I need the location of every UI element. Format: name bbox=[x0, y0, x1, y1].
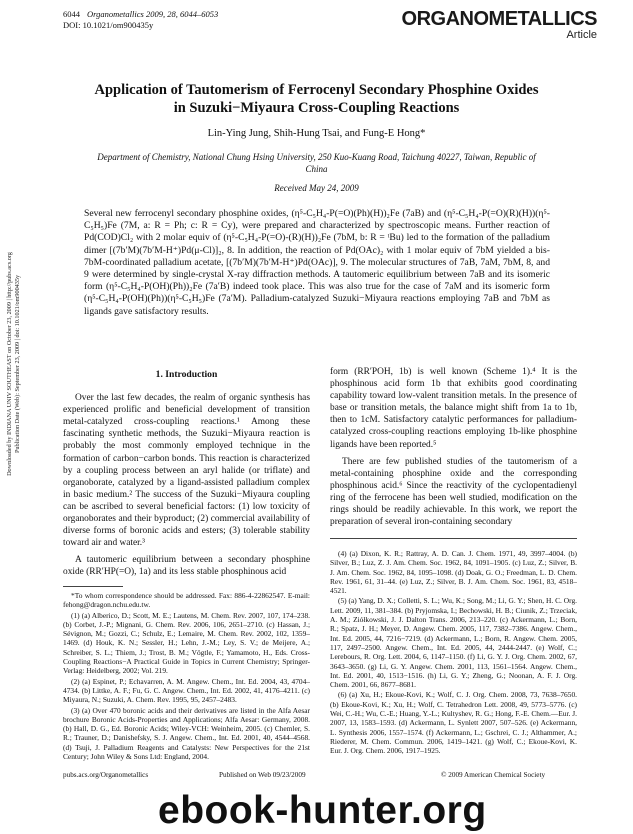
footnote: (4) (a) Dixon, K. R.; Rattray, A. D. Can. J. Chem. 1971, 49, 3997–4004. (b) Silver, B.; Luz, Z. J. Am. Chem. Soc. 1962, 84, 1091–1905. (c) Luz, Z.; Silver, B. J. Am. Chem. Soc. 1962, 84, 1095–1098. (d) Doak, G. O.; Freedman, L. D. Chem. Rev. 1961, 61, 31–44. (e) Luz, Z.; Silver, B. J. Am. Chem. Soc. 1961, 83, 4518–4521. bbox=[330, 549, 577, 596]
watermark-logo bbox=[158, 787, 633, 834]
footer-publication-date: Published on Web 09/23/2009 bbox=[219, 771, 306, 779]
footnote: (6) (a) Xu, H.; Ekoue-Kovi, K.; Wolf, C. J. Org. Chem. 2008, 73, 7638–7650. (b) Ekoue-Kovi, K.; Xu, H.; Wolf, C. Tetrahedron Lett. 2008, 49, 5773–5776. (c) Wei, C.-H.; Wu, C.-E.; Huang, Y.-L.; Kultyshev, R. G.; Hong, F.-E. Chem.—Eur. J. 2007, 13, 1583–1593. (d) Ackermann, L. Synlett 2007, 507–526. (e) Ackermann, L. Synthesis 2006, 1557–1574. (f) Ackermann, L.; Gschrei, C. J.; Althammer, A.; Riederer, M. Chem. Commun. 2006, 1419–1421. (g) Wolf, C.; Ekoue-Kovi, K. Eur. J. Org. Chem. 2006, 1917–1925. bbox=[330, 690, 577, 756]
article-type-label: Article bbox=[566, 29, 597, 41]
paragraph: A tautomeric equilibrium between a secondary phosphine oxide (RR′HP(=O), 1a) and its less stable phosphinous acid bbox=[63, 555, 310, 578]
footnote bbox=[63, 706, 310, 762]
footnote-divider bbox=[63, 586, 123, 587]
journal-citation: Organometallics 2009, 28, 6044–6053 bbox=[87, 9, 219, 19]
paragraph: form (RR′POH, 1b) is well known (Scheme 1).⁴ It is the phosphinous acid form 1b that exhibits good coordinating capability toward low-valent transition metals. In the presence of base or transition metals, the balance might shift from 1a to 1b, then to 1cM. Satisfactory catalytic performances for palladium-catalyzed cross-coupling reactions employing 1b-like phosphine ligands have been reported.⁵ bbox=[330, 367, 577, 450]
footnote: (2) (a) Espinet, P.; Echavarren, A. M. Angew. Chem., Int. Ed. 2004, 43, 4704–4734. (b) Littke, A. F.; Fu, G. C. Angew. Chem., Int. Ed. 2002, 41, 4176–4211. (c) Miyaura, N.; Suzuki, A. Chem. Rev. 1995, 95, 2457–2483. bbox=[63, 676, 310, 705]
section-heading: 1. Introduction bbox=[155, 369, 218, 380]
footnote: *To whom correspondence should be addressed. Fax: 886-4-22862547. E-mail: fehong@dragon.nchu.edu.tw. bbox=[63, 591, 310, 610]
article-title: Application of Tautomerism of Ferrocenyl Secondary Phosphine Oxides in Suzuki−Miyaura Cross-Coupling Reactions bbox=[94, 82, 539, 116]
left-column bbox=[63, 369, 310, 584]
footnote-divider bbox=[330, 538, 577, 539]
left-footnotes bbox=[63, 591, 310, 762]
received-date: Received May 24, 2009 bbox=[274, 183, 359, 193]
download-stamp-line2: Publication Date (Web): September 23, 2009 | doi: 10.1021/om900435y bbox=[14, 274, 21, 454]
journal-logo-text: ORGANOMETALLICS bbox=[401, 8, 597, 30]
download-stamp-line1: Downloaded by INDIANA UNIV SOUTHEAST on October 23, 2009 | http://pubs.acs.org bbox=[6, 252, 13, 476]
download-stamp bbox=[6, 169, 22, 559]
footnote: (1) (a) Alberico, D.; Scott, M. E.; Lautens, M. Chem. Rev. 2007, 107, 174–238. (b) Corbet, J.-P.; Mignani, G. Chem. Rev. 2006, 106, 2651–2710. (c) Hassan, J.; Sévignon, M.; Gozzi, C.; Schulz, E.; Lemaire, M. Chem. Rev. 2002, 102, 1359–1469. (d) Houk, K. N.; Sessler, H.; Lehn, J.-M.; Ley, S. V.; de Meijere, A.; Schreiber, S. L.; Thiem, J.; Trost, B. M.; Vögtle, F.; Yamamoto, H., Eds. Cross-Coupling Reactions−A Practical Guide in Topics in Current Chemistry; Springer-Verlag: Heidelberg, 2002; Vol. 219. bbox=[63, 610, 310, 676]
footnote: (5) (a) Yang, D. X.; Colletti, S. L.; Wu, K.; Song, M.; Li, G. Y.; Shen, H. C. Org. Lett. 2009, 11, 381–384. (b) Pryjomska, I.; Bechowski, H. B.; Ciunik, Z.; Trzeciak, A. M.; Ziółkowski, J. J. Dalton Trans. 2006, 213–220. (c) Ackermann, L.; Born, R.; Spatz, J. H.; Meyer, D. Angew. Chem. 2005, 117, 7382–7386. Angew. Chem., Int. Ed. 2005, 44, 7216−7219. (d) Ackermann, L.; Born, R. Angew. Chem. 2005, 117, 2497–2500. Angew. Chem., Int. Ed. 2005, 44, 2444-2447. (e) Wolf, C.; Lerebours, R. Org. Lett. 2004, 6, 1147–1150. (f) Li, G. Y. J. Org. Chem. 2002, 67, 3643–3650. (g) Li, G. Y. Angew. Chem. 2001, 113, 1561–1564. Angew. Chem., Int. Ed. 2001, 40, 1513−1516. (h) Li, G. Y.; Zheng, G.; Noonan, A. F. J. Org. Chem. 2001, 66, 8677–8681. bbox=[330, 596, 577, 690]
doi: DOI: 10.1021/om900435y bbox=[63, 20, 154, 30]
page-number: 6044 bbox=[63, 9, 80, 19]
affiliation: Department of Chemistry, National Chung Hsing University, 250 Kuo-Kuang Road, Taichung 40227, Taiwan, Republic of China bbox=[97, 152, 536, 174]
paragraph: There are few published studies of the tautomerism of a metal-containing phosphine oxide and the corresponding phosphinous acid.⁶ Since the reactivity of the cyclopentadienyl ring of the ferrocene has been well studied, modification on the rings should be readily achievable. In this work, we report the preparation of several iron-containing secondary bbox=[330, 456, 577, 528]
watermark-text: ebook-hunter.org bbox=[158, 789, 487, 832]
authors: Lin-Ying Jung, Shih-Hung Tsai, and Fung-E Hong* bbox=[207, 128, 426, 139]
running-header bbox=[63, 9, 323, 31]
paragraph: Over the last few decades, the realm of organic synthesis has experienced prolific and beneficial development of transition metal-catalyzed cross-coupling reactions.¹ Among these fascinating synthetic methods, the Suzuki−Miyaura reaction is probably the most commonly employed technique in the formation of carbon−carbon bonds. This reaction is characterized by a coupling process between an aryl halide (or triflate) and organoborate, catalyzed by a ligand-assisted palladium complex in basic medium.² The success of the Suzuki−Miyaura coupling can be ascribed to several beneficial factors: (1) low toxicity of organoborates and their byproduct; (2) commercial availability of diverse forms of boronic acids and esters; (3) tolerable stability toward air and water.³ bbox=[63, 393, 310, 549]
journal-logo bbox=[402, 10, 597, 41]
footnote-text: (3) (a) Over 470 boronic acids and their derivatives are listed in the Alfa Aesar brochure Boronic Acids-Properties and Applications; Alfa Aesar: Germany, 2008. (b) Hall, D. G., Ed. Boronic Acids; Wiley-VCH: Weinheim, 2005. (c) Chemler, S. R.; Trauner, D.; Danishefsky, S. J. Angew. Chem., Int. Ed. 2001, 40, 4544–4568. (d) Tsuji, J. Palladium Reagents and Catalysts: New Perspectives for the 21st Century; John Wiley & Sons Ltd: England, 2004. bbox=[63, 705, 310, 762]
footer-copyright: © 2009 American Chemical Society bbox=[441, 771, 546, 779]
right-footnotes bbox=[330, 549, 577, 757]
right-column bbox=[330, 366, 577, 533]
footer-journal-url[interactable]: pubs.acs.org/Organometallics bbox=[63, 771, 149, 779]
abstract: Several new ferrocenyl secondary phosphine oxides, (η⁵-C₅H₄-P(=O)(Ph)(H))₂Fe (7aB) and (η⁵-C₅H₄-P(=O)(R)(H))(η⁵-C₅H₅)Fe (7M, a: R = Ph; c: R = Cy), were prepared and characterized by spectroscopic means. Further reaction of Pd(COD)Cl₂ with 2 molar equiv of (η⁵-C₅H₄-P(=O)-(R)(H))₂Fe (7bM, b: R = ᵗBu) led to the formation of the palladium dimer [(7b′M)(7b′M-H⁺)Pd(μ-Cl)]₂, 8. In addition, the reaction of Pd(OAc)₂ with 1 molar equiv of 7bM yielded a bis-7bM-coordinated palladium acetate, [(7b′M)(7b′M-H⁺)Pd(OAc)], 9. The molecular structures of 7aB, 7aM, 7bM, 8, and 9 were determined by single-crystal X-ray diffraction methods. A tautomeric equilibrium between 7aB and its isomeric form (η⁵-C₅H₄-P(OH)(Ph))₂Fe (7a′B) indeed took place. This was also true for the case of 7aM and its isomeric form (η⁵-C₅H₄-P(OH)(Ph))(η⁵-C₅H₅)Fe (7a′M). Palladium-catalyzed Suzuki−Miyaura reactions employing 7aB and 7bM as ligands gave satisfactory results. bbox=[84, 208, 550, 317]
